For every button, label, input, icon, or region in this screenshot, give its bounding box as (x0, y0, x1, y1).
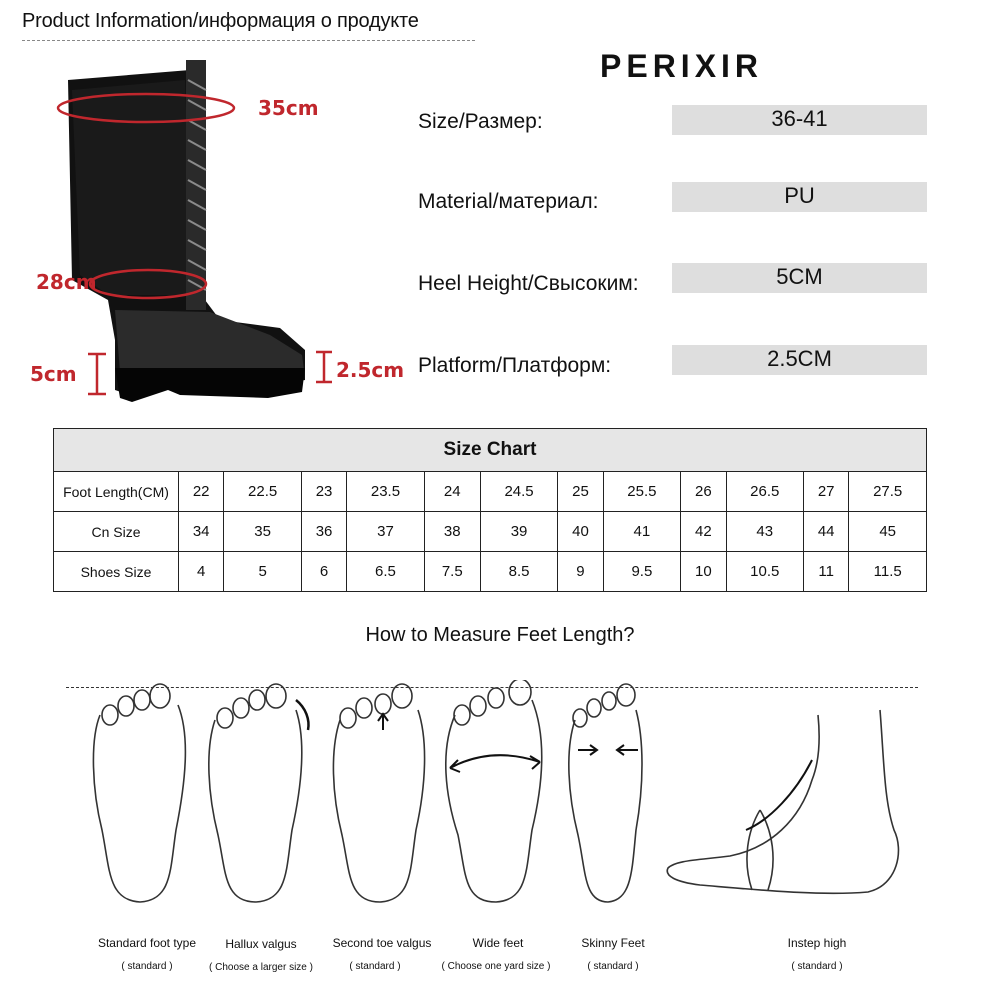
title-underline (22, 40, 475, 41)
spec-platform-label: Platform/Платформ: (418, 354, 612, 377)
measure-calf-label: 28cm (36, 270, 97, 294)
skinny-feet-foot-icon (569, 684, 642, 902)
table-cell: 11 (804, 552, 849, 592)
table-cell: 45 (849, 512, 927, 552)
foot-note-instep: ( standard ) (791, 961, 843, 972)
measure-top-label: 35cm (258, 96, 319, 120)
brand-logo: PERIXIR (600, 48, 764, 84)
table-cell: 38 (424, 512, 480, 552)
table-cell: 4 (179, 552, 224, 592)
foot-label-standard: Standard foot type (97, 936, 197, 950)
table-cell: 34 (179, 512, 224, 552)
table-cell: 41 (603, 512, 680, 552)
table-cell: 27.5 (849, 472, 927, 512)
row-label: Shoes Size (54, 552, 179, 592)
table-cell: 26.5 (726, 472, 803, 512)
spec-material-label: Material/материал: (418, 190, 599, 213)
table-cell: 5 (224, 552, 301, 592)
spec-platform-value: 2.5CM (672, 345, 927, 375)
table-cell: 6 (301, 552, 346, 592)
foot-note-hallux: ( Choose a larger size ) (209, 962, 313, 973)
second-toe-valgus-foot-icon (333, 684, 424, 902)
table-cell: 9.5 (603, 552, 680, 592)
table-cell: 35 (224, 512, 301, 552)
standard-foot-icon (93, 684, 185, 902)
spec-material-value: PU (672, 182, 927, 212)
page-title: Product Information/информация о продукте (22, 10, 419, 32)
spec-size-value: 36-41 (672, 105, 927, 135)
spec-heel-value: 5CM (672, 263, 927, 293)
foot-label-second-toe: Second toe valgus (332, 936, 432, 950)
table-cell: 39 (480, 512, 557, 552)
feet-illustrations (0, 680, 1000, 940)
size-chart-table (53, 428, 927, 592)
measure-platform-label: 2.5cm (336, 358, 405, 382)
table-row (54, 552, 927, 592)
table-cell: 23.5 (347, 472, 424, 512)
table-cell: 24.5 (480, 472, 557, 512)
table-cell: 37 (347, 512, 424, 552)
table-cell: 44 (804, 512, 849, 552)
table-cell: 11.5 (849, 552, 927, 592)
how-to-title: How to Measure Feet Length? (365, 624, 635, 646)
wide-feet-foot-icon (446, 680, 542, 902)
table-cell: 8.5 (480, 552, 557, 592)
table-cell: 23 (301, 472, 346, 512)
spec-size-label: Size/Размер: (418, 110, 543, 133)
table-cell: 42 (681, 512, 726, 552)
table-cell: 26 (681, 472, 726, 512)
table-cell: 36 (301, 512, 346, 552)
spec-heel-label: Heel Height/Свысоким: (418, 272, 639, 295)
table-cell: 9 (558, 552, 603, 592)
table-cell: 24 (424, 472, 480, 512)
row-label: Foot Length(CM) (54, 472, 179, 512)
foot-note-skinny: ( standard ) (587, 961, 639, 972)
table-cell: 40 (558, 512, 603, 552)
table-cell: 27 (804, 472, 849, 512)
foot-note-standard: ( standard ) (121, 961, 173, 972)
foot-label-skinny: Skinny Feet (581, 936, 645, 950)
table-cell: 7.5 (424, 552, 480, 592)
boot-illustration (20, 50, 420, 410)
table-cell: 10.5 (726, 552, 803, 592)
size-chart-title: Size Chart (54, 429, 927, 472)
foot-label-hallux: Hallux valgus (225, 937, 297, 951)
foot-label-wide: Wide feet (472, 936, 524, 950)
table-cell: 10 (681, 552, 726, 592)
table-cell: 22.5 (224, 472, 301, 512)
table-cell: 6.5 (347, 552, 424, 592)
foot-note-wide: ( Choose one yard size ) (441, 961, 551, 972)
table-cell: 25 (558, 472, 603, 512)
measure-heel-label: 5cm (30, 362, 77, 386)
table-cell: 25.5 (603, 472, 680, 512)
foot-note-second-toe: ( standard ) (349, 961, 401, 972)
hallux-valgus-foot-icon (209, 684, 309, 902)
table-cell: 43 (726, 512, 803, 552)
table-row (54, 472, 927, 512)
table-cell: 22 (179, 472, 224, 512)
row-label: Cn Size (54, 512, 179, 552)
instep-high-foot-icon (667, 710, 898, 893)
foot-label-instep: Instep high (787, 936, 847, 950)
table-row (54, 512, 927, 552)
